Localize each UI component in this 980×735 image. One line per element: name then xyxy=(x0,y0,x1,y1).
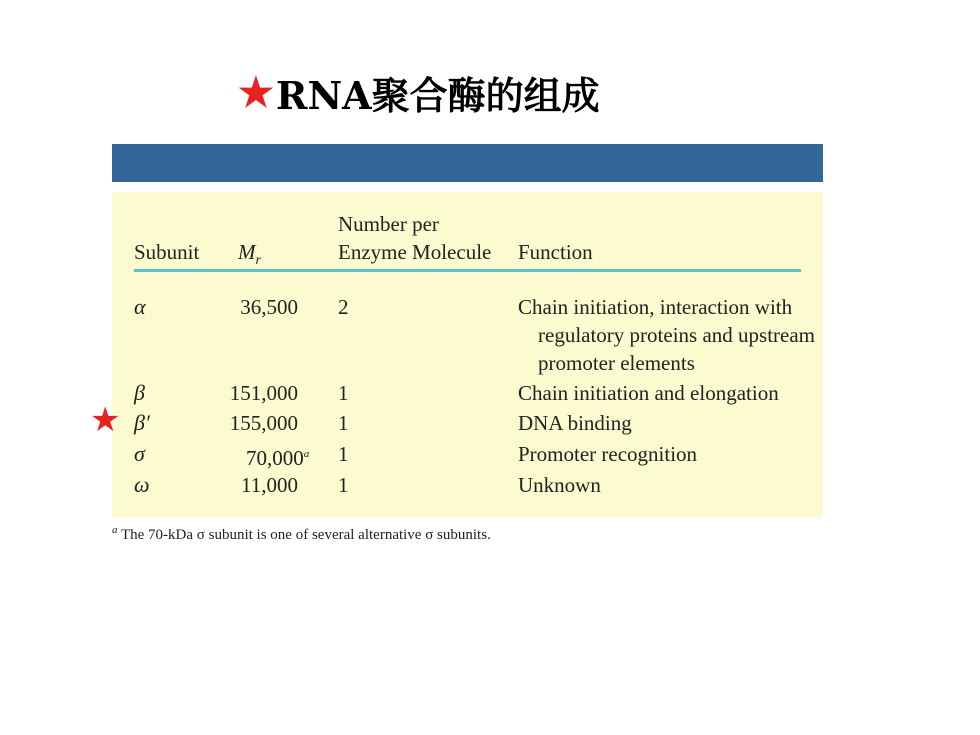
function-beta-prime: DNA binding xyxy=(518,411,632,435)
subunit-sigma: σ xyxy=(134,441,145,466)
function-alpha-line2: regulatory proteins and upstream xyxy=(538,323,815,347)
table-header-bar xyxy=(112,144,823,182)
header-mr-label: M xyxy=(238,240,256,264)
mr-alpha: 36,500 xyxy=(240,295,298,319)
header-rule xyxy=(134,269,801,272)
subunit-omega: ω xyxy=(134,472,150,497)
mr-beta-prime: 155,000 xyxy=(229,411,298,435)
header-mr-subscript: r xyxy=(255,253,261,269)
star-icon: ★ xyxy=(238,68,274,116)
mr-sigma xyxy=(246,440,309,472)
footnote-text: The 70-kDa σ subunit is one of several alternative σ subunits. xyxy=(117,527,491,543)
subunit-beta: β xyxy=(134,380,145,405)
subunit-alpha: α xyxy=(134,294,146,319)
mr-sigma-value: 70,000 xyxy=(246,446,304,470)
function-sigma: Promoter recognition xyxy=(518,442,698,466)
star-icon: ★ xyxy=(90,400,121,440)
header-subunit: Subunit xyxy=(134,240,200,264)
function-omega: Unknown xyxy=(518,473,601,497)
slide-title xyxy=(238,64,600,120)
mr-sigma-footnote-mark: a xyxy=(303,448,310,460)
number-alpha: 2 xyxy=(338,295,349,319)
header-mr xyxy=(238,240,261,269)
header-number-line1: Number per xyxy=(338,212,439,236)
subunit-beta-prime: β′ xyxy=(134,410,150,435)
table-footnote xyxy=(112,524,491,544)
function-alpha-line1: Chain initiation, interaction with xyxy=(518,295,793,319)
mr-beta: 151,000 xyxy=(229,381,298,405)
number-sigma: 1 xyxy=(338,442,349,466)
function-beta: Chain initiation and elongation xyxy=(518,381,779,405)
footnote-mark: a xyxy=(112,524,118,536)
number-beta-prime: 1 xyxy=(338,411,349,435)
header-function: Function xyxy=(518,240,593,264)
header-number-line2: Enzyme Molecule xyxy=(338,240,492,264)
slide-title-text: RNA聚合酶的组成 xyxy=(275,72,600,118)
mr-omega: 11,000 xyxy=(241,473,298,497)
function-alpha-line3: promoter elements xyxy=(538,351,695,375)
number-beta: 1 xyxy=(338,381,349,405)
number-omega: 1 xyxy=(338,473,349,497)
